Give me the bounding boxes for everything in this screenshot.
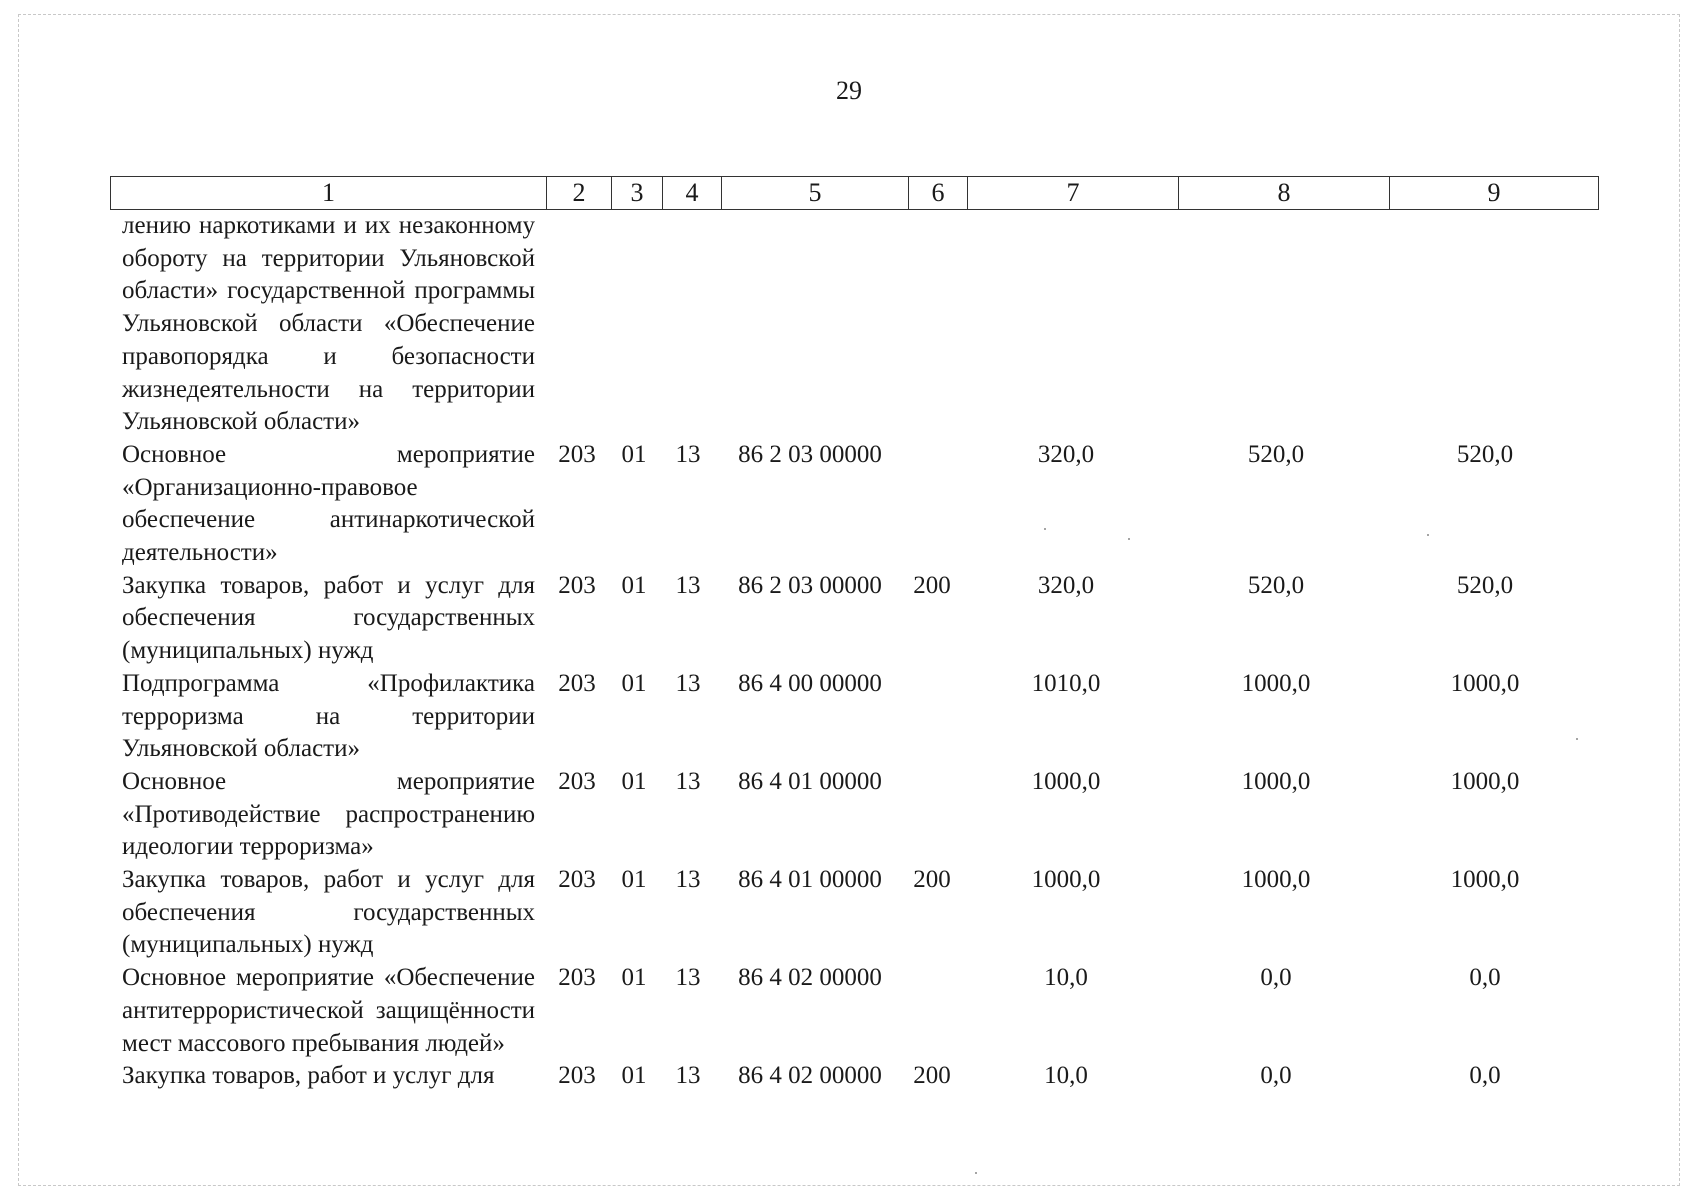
table-row [110,864,1589,962]
row-name-cell: Основное мероприятие «Противодействие распространению идеологии терроризма» [122,767,535,861]
row-c6-cell [903,668,961,766]
header-col-6: 6 [909,177,968,210]
row-c4-cell: 13 [675,669,701,697]
header-col-9: 9 [1390,177,1599,210]
row-c7-cell [961,210,1171,439]
row-c9-cell: 1000,0 [1450,866,1520,894]
table-row [110,668,1589,766]
header-col-3: 3 [612,177,663,210]
row-c7-cell: 1000,0 [1031,866,1101,894]
row-c3-cell: 01 [621,767,647,795]
row-c5-cell: 86 4 01 00000 [738,866,882,894]
row-c8-cell: 0,0 [1260,964,1292,992]
row-c6-cell: 200 [913,866,951,894]
row-name-cell: лению наркотиками и их незаконному обороту на территории Ульяновской области» государственной программы Ульяновской области «Обеспечение правопорядка и безопасности жизнедеятельности на территории Ульяновской области» [122,212,535,436]
column-number-header [110,176,1599,210]
table-row [110,766,1589,864]
header-col-7: 7 [968,177,1179,210]
row-c3-cell: 01 [621,1062,647,1090]
row-c8-cell [1171,210,1381,439]
row-name-cell: Закупка товаров, работ и услуг для обеспечения государственных (муниципальных) нужд [122,866,535,959]
row-c7-cell: 10,0 [1044,964,1088,992]
header-col-5: 5 [722,177,909,210]
row-c8-cell: 520,0 [1247,440,1305,468]
budget-table [110,210,1589,1093]
row-c8-cell: 1000,0 [1241,866,1311,894]
row-name-cell: Закупка товаров, работ и услуг для обеспечения государственных (муниципальных) нужд [122,571,535,665]
row-c9-cell: 1000,0 [1450,669,1520,697]
row-c3-cell: 01 [621,866,647,894]
row-c3-cell: 01 [621,440,647,468]
row-c5-cell: 86 4 02 00000 [738,1062,882,1090]
row-c4-cell: 13 [675,866,701,894]
row-c6-cell: 200 [913,571,951,599]
row-c5-cell: 86 4 00 00000 [738,669,882,697]
row-c7-cell: 1000,0 [1031,767,1101,795]
row-c8-cell: 1000,0 [1241,669,1311,697]
row-c2-cell: 203 [558,571,596,599]
header-col-1: 1 [111,177,547,210]
row-c5-cell [717,210,903,439]
scan-speck [1427,534,1429,536]
row-c9-cell: 0,0 [1469,964,1501,992]
row-c3-cell [609,210,659,439]
header-col-4: 4 [663,177,722,210]
row-c2-cell: 203 [558,767,596,795]
scan-speck [975,1172,977,1174]
row-c5-cell: 86 2 03 00000 [738,571,882,599]
row-c7-cell: 1010,0 [1031,669,1101,697]
row-c6-cell [903,439,961,570]
row-c8-cell: 520,0 [1247,571,1305,599]
row-c5-cell: 86 4 02 00000 [738,964,882,992]
row-c2-cell: 203 [558,669,596,697]
scan-speck [1044,528,1046,530]
header-row [111,177,1599,210]
row-c6-cell [903,210,961,439]
row-c4-cell: 13 [675,964,701,992]
row-c3-cell: 01 [621,669,647,697]
table-row [110,210,1589,439]
table-row [110,962,1589,1060]
row-c9-cell [1381,210,1589,439]
row-c6-cell: 200 [913,1062,951,1090]
row-c5-cell: 86 2 03 00000 [738,440,882,468]
header-col-8: 8 [1179,177,1390,210]
table-row [110,570,1589,668]
row-c2-cell [545,210,609,439]
row-c3-cell: 01 [621,964,647,992]
row-c2-cell: 203 [558,440,596,468]
row-c9-cell: 0,0 [1469,1062,1501,1090]
row-c4-cell: 13 [675,1062,701,1090]
row-c4-cell: 13 [675,767,701,795]
scan-speck [1576,738,1578,740]
row-c7-cell: 320,0 [1037,571,1095,599]
row-c2-cell: 203 [558,1062,596,1090]
row-name-cell: Основное мероприятие «Организационно-правовое обеспечение антинаркотической деятельности» [122,440,535,567]
row-c8-cell: 1000,0 [1241,767,1311,795]
row-name-cell: Закупка товаров, работ и услуг для [122,1062,495,1090]
row-c4-cell: 13 [675,571,701,599]
row-c9-cell: 520,0 [1456,440,1514,468]
header-col-2: 2 [547,177,612,210]
row-c8-cell: 0,0 [1260,1062,1292,1090]
page-number: 29 [836,76,862,105]
row-c9-cell: 520,0 [1456,571,1514,599]
scan-speck [1128,538,1130,540]
table-row [110,439,1589,570]
table-row [110,1060,1589,1093]
row-c6-cell [903,962,961,1060]
budget-table-body [110,210,1589,1093]
row-c2-cell: 203 [558,964,596,992]
row-c4-cell [659,210,717,439]
row-c6-cell [903,766,961,864]
row-c7-cell: 10,0 [1044,1062,1088,1090]
row-c9-cell: 1000,0 [1450,767,1520,795]
row-c7-cell: 320,0 [1037,440,1095,468]
row-c3-cell: 01 [621,571,647,599]
row-c5-cell: 86 4 01 00000 [738,767,882,795]
row-c4-cell: 13 [675,440,701,468]
row-name-cell: Основное мероприятие «Обеспечение антитеррористической защищённости мест массового пребывания людей» [122,964,535,1057]
row-name-cell: Подпрограмма «Профилактика терроризма на территории Ульяновской области» [122,669,535,763]
row-c2-cell: 203 [558,866,596,894]
